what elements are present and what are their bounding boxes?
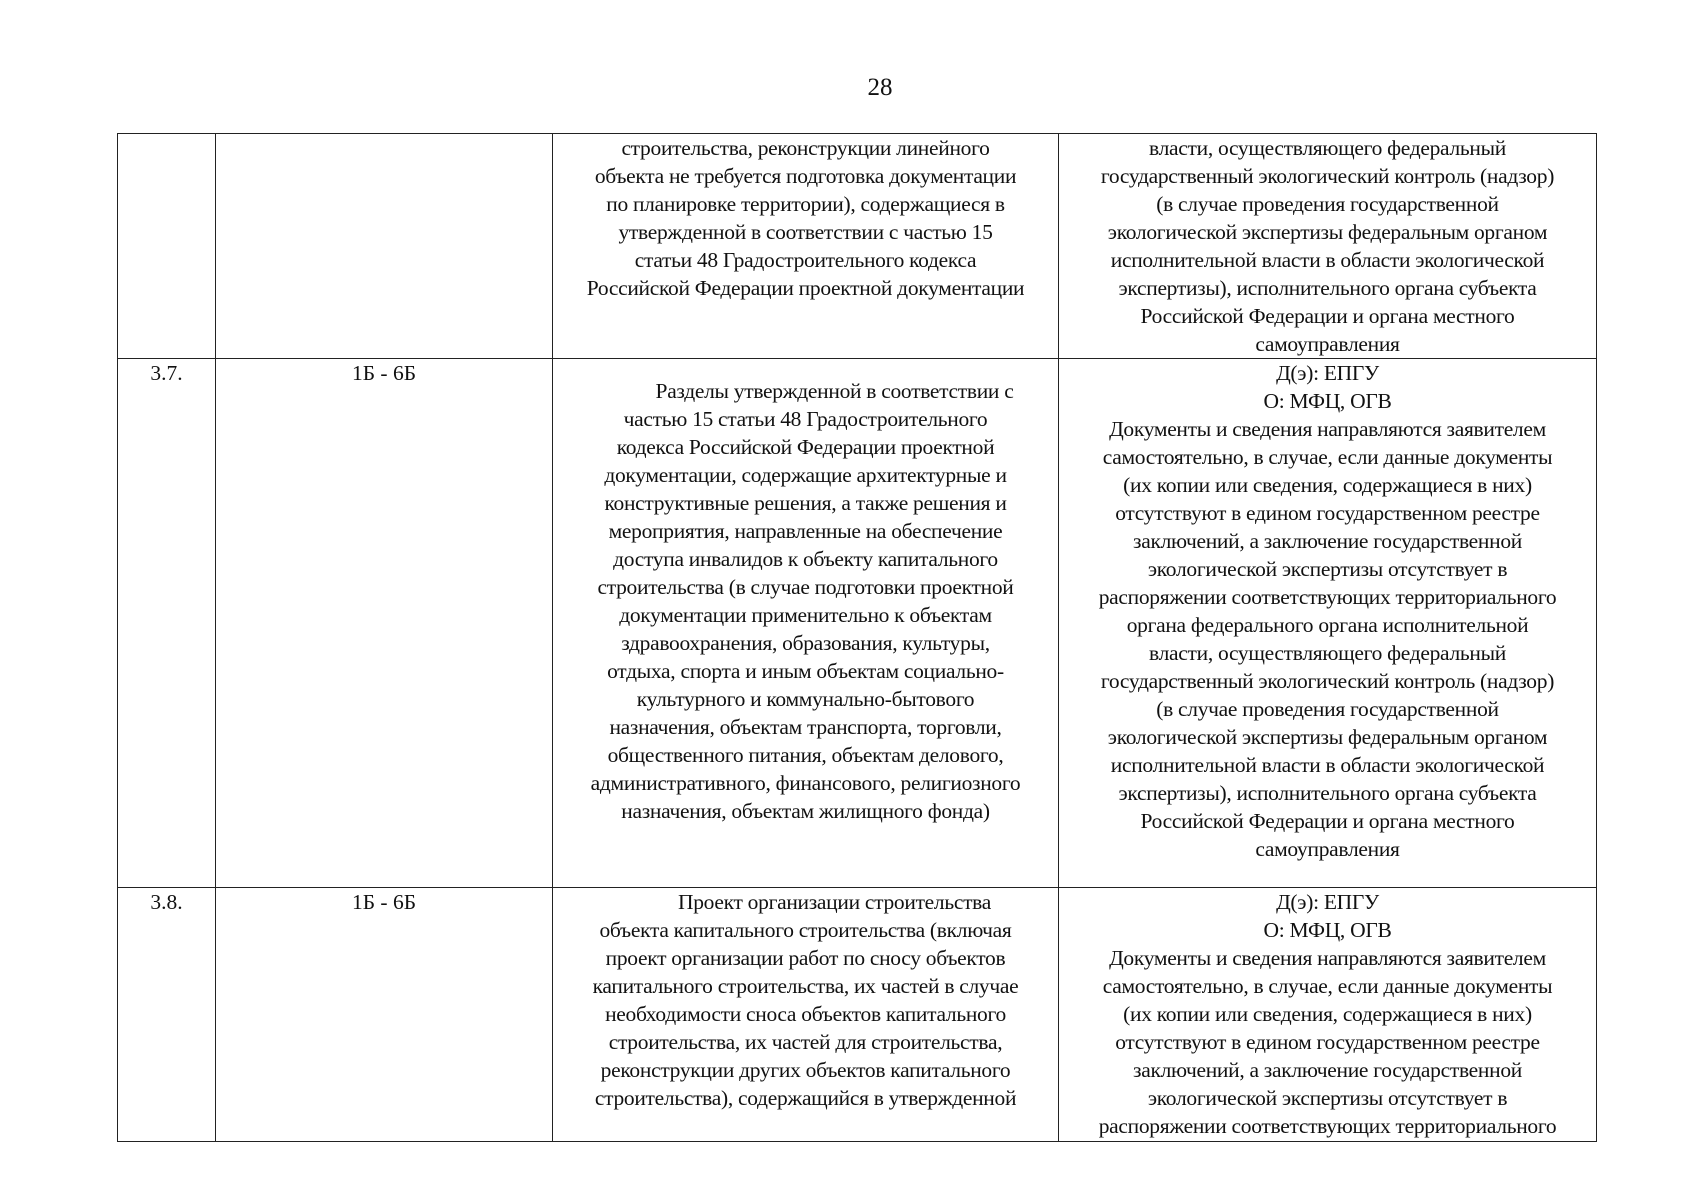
documents-table	[117, 133, 1597, 1142]
text-line: самостоятельно, в случае, если данные документы	[1102, 974, 1553, 998]
text-line: распоряжении соответствующих территориального	[1098, 585, 1557, 609]
text-line: строительства), содержащийся в утвержденной	[594, 1086, 1017, 1110]
text-line: заключений, а заключение государственной	[1133, 529, 1522, 553]
row-description-cell	[553, 134, 1059, 359]
text-line: (их копии или сведения, содержащиеся в них)	[1123, 473, 1532, 497]
text-line: Проект организации строительства	[678, 890, 991, 914]
text-line: экологической экспертизы отсутствует в	[1147, 557, 1508, 581]
table-row	[118, 359, 1597, 888]
text-line: отдыха, спорта и иным объектам социально-	[607, 659, 1004, 683]
text-line: строительства, их частей для строительства,	[608, 1030, 1003, 1054]
text-line: строительства, реконструкции линейного	[621, 136, 990, 160]
row-code-cell: 1Б - 6Б	[216, 888, 553, 1142]
text-line: общественного питания, объектам делового,	[607, 743, 1004, 767]
row-source-cell	[1059, 888, 1597, 1142]
text-line: исполнительной власти в области экологической	[1110, 248, 1545, 272]
text-line: власти, осуществляющего федеральный	[1149, 641, 1506, 665]
text-line: Д(э): ЕПГУ	[1276, 361, 1379, 385]
text-line: строительства (в случае подготовки проектной	[597, 575, 1014, 599]
text-line: назначения, объектам транспорта, торговли,	[609, 715, 1002, 739]
text-line: документации применительно к объектам	[619, 603, 992, 627]
text-line: реконструкции других объектов капитального	[600, 1058, 1011, 1082]
text-line: капитального строительства, их частей в случае	[592, 974, 1019, 998]
text-line: необходимости сноса объектов капитального	[605, 1002, 1006, 1026]
text-line: заключений, а заключение государственной	[1133, 1058, 1522, 1082]
text-line: здравоохранения, образования, культуры,	[621, 631, 990, 655]
text-line: экспертизы), исполнительного органа субъекта	[1118, 276, 1537, 300]
table-row	[118, 888, 1597, 1142]
text-line: отсутствуют в едином государственном реестре	[1115, 1030, 1540, 1054]
text-line: распоряжении соответствующих территориального	[1098, 1114, 1557, 1138]
row-code-cell: 1Б - 6Б	[216, 359, 553, 888]
row-code-cell	[216, 134, 553, 359]
row-number-cell: 3.8.	[118, 888, 216, 1142]
text-line: документации, содержащие архитектурные и	[604, 463, 1007, 487]
text-line: государственный экологический контроль (надзор)	[1100, 164, 1555, 188]
text-line: (их копии или сведения, содержащиеся в них)	[1123, 1002, 1532, 1026]
row-number-cell: 3.7.	[118, 359, 216, 888]
text-line: Российской Федерации и органа местного	[1140, 809, 1515, 833]
text-line: конструктивные решения, а также решения и	[604, 491, 1007, 515]
text-line: экологической экспертизы отсутствует в	[1147, 1086, 1508, 1110]
text-line: самостоятельно, в случае, если данные документы	[1102, 445, 1553, 469]
text-line: назначения, объектам жилищного фонда)	[621, 799, 990, 823]
text-line: Российской Федерации проектной документации	[586, 276, 1025, 300]
text-line: объекта капитального строительства (включая	[599, 918, 1012, 942]
text-line: О: МФЦ, ОГВ	[1263, 389, 1392, 413]
text-line: экологической экспертизы федеральным органом	[1107, 220, 1548, 244]
text-line: государственный экологический контроль (надзор)	[1100, 669, 1555, 693]
text-line: экологической экспертизы федеральным органом	[1107, 725, 1548, 749]
text-line: утвержденной в соответствии с частью 15	[618, 220, 993, 244]
text-line: самоуправления	[1255, 332, 1400, 356]
text-line: самоуправления	[1255, 837, 1400, 861]
text-line: административного, финансового, религиозного	[590, 771, 1021, 795]
table-row	[118, 134, 1597, 359]
text-line: культурного и коммунально-бытового	[636, 687, 975, 711]
text-line: доступа инвалидов к объекту капитального	[613, 547, 998, 571]
text-line: по планировке территории), содержащиеся в	[606, 192, 1005, 216]
text-line: проект организации работ по сносу объектов	[605, 946, 1006, 970]
page-number: 28	[867, 74, 893, 101]
text-line: О: МФЦ, ОГВ	[1263, 918, 1392, 942]
text-line: исполнительной власти в области экологической	[1110, 753, 1545, 777]
row-description-cell	[553, 359, 1059, 888]
row-number-cell	[118, 134, 216, 359]
text-line: частью 15 статьи 48 Градостроительного	[623, 407, 988, 431]
text-line: отсутствуют в едином государственном реестре	[1115, 501, 1540, 525]
text-line: (в случае проведения государственной	[1156, 192, 1499, 216]
row-source-cell	[1059, 359, 1597, 888]
text-line: Российской Федерации и органа местного	[1140, 304, 1515, 328]
text-line: экспертизы), исполнительного органа субъекта	[1118, 781, 1537, 805]
row-source-cell	[1059, 134, 1597, 359]
text-line: Документы и сведения направляются заявителем	[1109, 417, 1546, 441]
text-line: Документы и сведения направляются заявителем	[1109, 946, 1546, 970]
text-line: (в случае проведения государственной	[1156, 697, 1499, 721]
text-line: органа федерального органа исполнительной	[1126, 613, 1529, 637]
text-line: статьи 48 Градостроительного кодекса	[634, 248, 977, 272]
text-line: кодекса Российской Федерации проектной	[616, 435, 995, 459]
text-line: объекта не требуется подготовка документации	[594, 164, 1017, 188]
text-line: мероприятия, направленные на обеспечение	[608, 519, 1003, 543]
text-line: Разделы утвержденной в соответствии с	[655, 379, 1014, 403]
text-line: Д(э): ЕПГУ	[1276, 890, 1379, 914]
text-line: власти, осуществляющего федеральный	[1149, 136, 1506, 160]
row-description-cell	[553, 888, 1059, 1142]
